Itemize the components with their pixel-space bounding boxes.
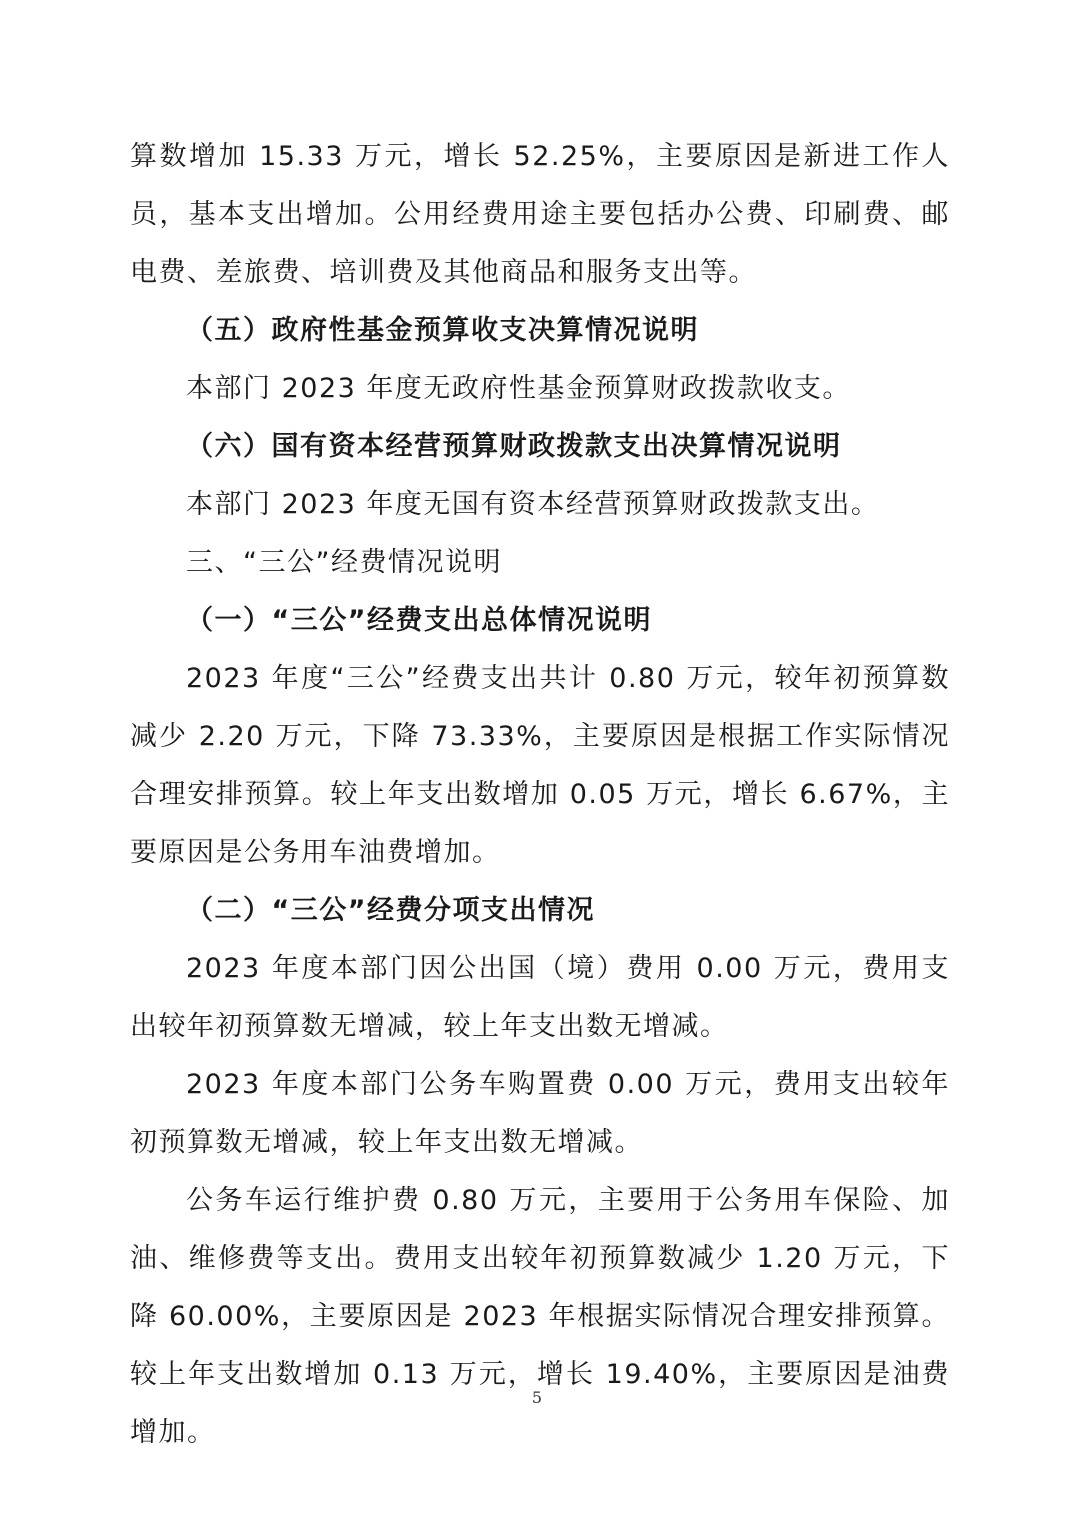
paragraph-overall-expenses: 2023 年度“三公”经费支出共计 0.80 万元，较年初预算数减少 2.20 万元，下降 73.33%，主要原因是根据工作实际情况合理安排预算。较上年支出数增加 0.05 万元，增长 6.67%，主要原因是公务用车油费增加。 (130, 663, 950, 868)
paragraph-state-capital: 本部门 2023 年度无国有资本经营预算财政拨款支出。 (186, 489, 880, 520)
paragraph-public-funds: 算数增加 15.33 万元，增长 52.25%，主要原因是新进工作人员，基本支出增加。公用经费用途主要包括办公费、印刷费、邮电费、差旅费、培训费及其他商品和服务支出等。 (130, 141, 950, 288)
document-body (130, 128, 950, 1462)
heading-three-public-expenses: 三、“三公”经费情况说明 (186, 547, 502, 578)
heading-itemized-expenses: （二）“三公”经费分项支出情况 (186, 895, 595, 926)
heading-government-fund: （五）政府性基金预算收支决算情况说明 (186, 315, 699, 346)
paragraph-government-fund: 本部门 2023 年度无政府性基金预算财政拨款收支。 (186, 373, 851, 404)
paragraph-vehicle-maintenance: 公务车运行维护费 0.80 万元，主要用于公务用车保险、加油、维修费等支出。费用支出较年初预算数减少 1.20 万元，下降 60.00%，主要原因是 2023 年根据实际情况合理安排预算。较上年支出数增加 0.13 万元，增长 19.40%，主要原因是油费增加。 (130, 1185, 950, 1448)
paragraph-vehicle-purchase: 2023 年度本部门公务车购置费 0.00 万元，费用支出较年初预算数无增减，较上年支出数无增减。 (130, 1069, 950, 1158)
paragraph-overseas-travel: 2023 年度本部门因公出国（境）费用 0.00 万元，费用支出较年初预算数无增减，较上年支出数无增减。 (130, 953, 950, 1042)
heading-state-capital: （六）国有资本经营预算财政拨款支出决算情况说明 (186, 431, 842, 462)
heading-overall-expenses: （一）“三公”经费支出总体情况说明 (186, 605, 652, 636)
page-number: 5 (531, 1388, 543, 1407)
